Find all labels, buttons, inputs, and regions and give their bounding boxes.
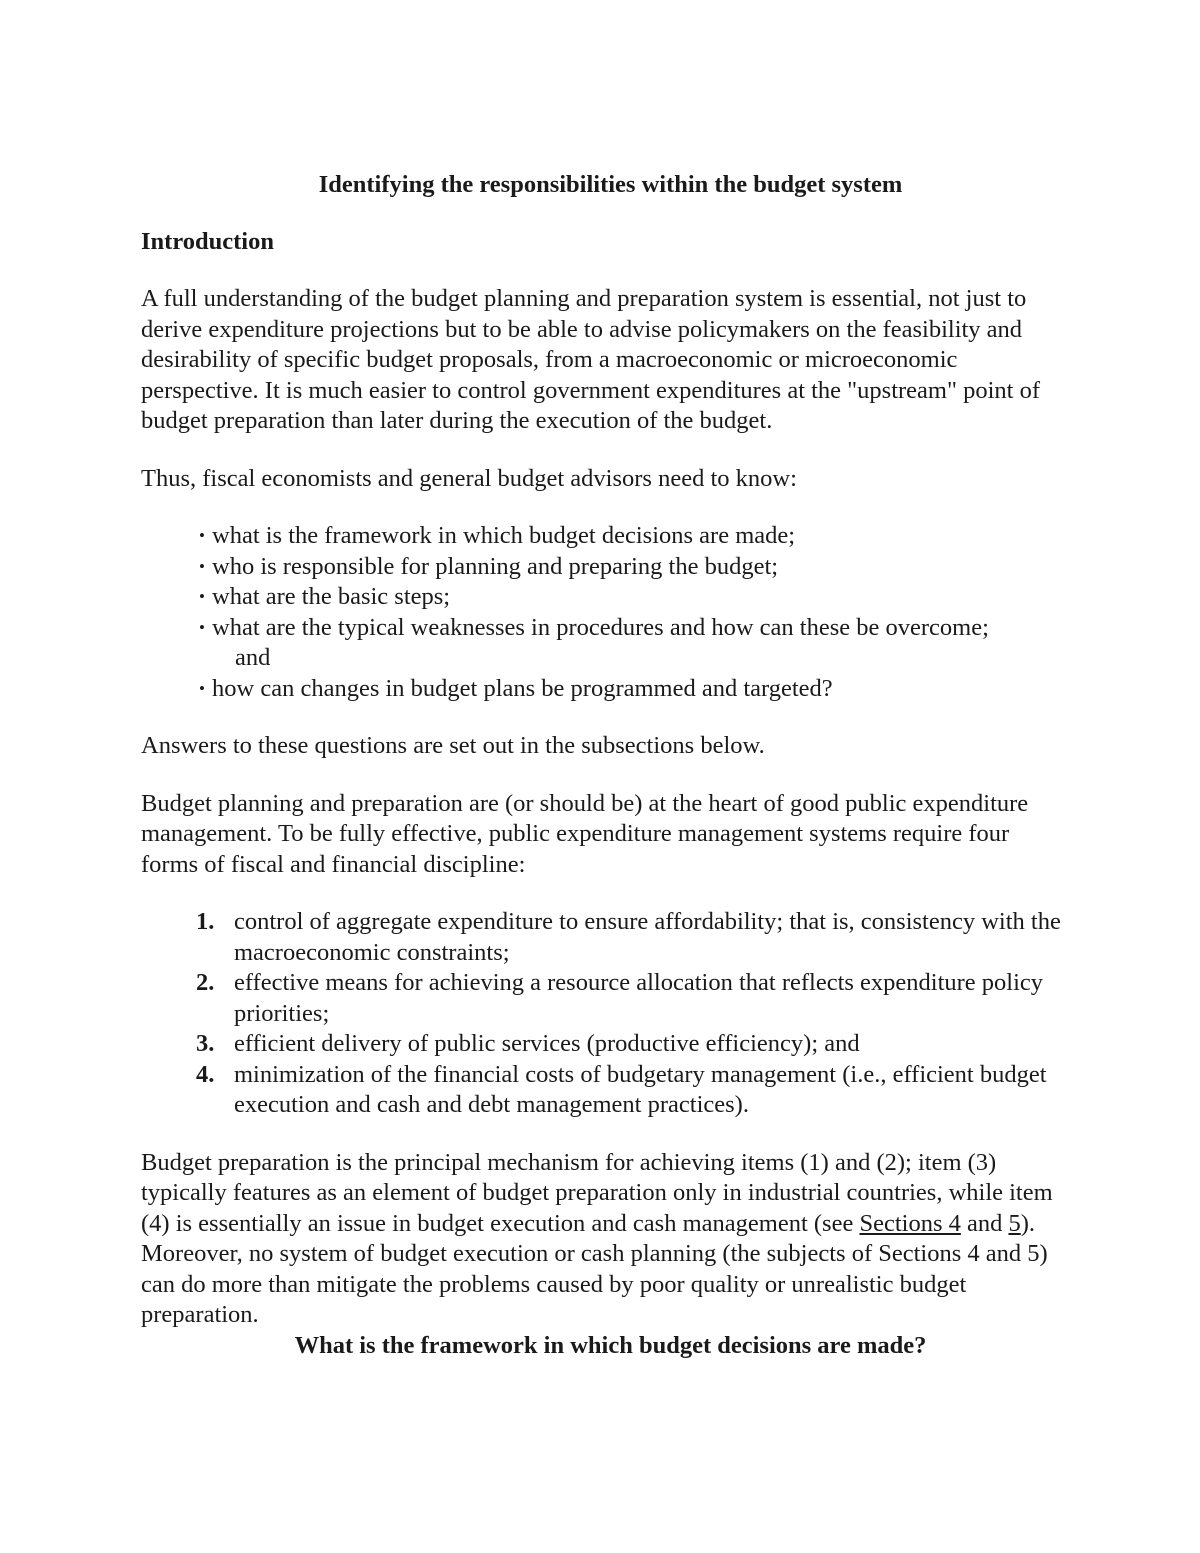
paragraph-discipline: Budget planning and preparation are (or should be) at the heart of good public expenditure management. To be fully effective, public expenditure management systems require four forms of fiscal and financial discipline: [141, 789, 1029, 878]
paragraph-intro: A full understanding of the budget planning and preparation system is essential, not just to derive expenditure projections but to be able to advise policymakers on the feasibility and desirability of specific budget proposals, from a macroeconomic or microeconomic perspective. It is much easier to control government expenditures at the "upstream" point of budget preparation than later during the execution of the budget. [141, 285, 1041, 434]
bullet-text: what are the typical weaknesses in procedures and how can these be overcome; [212, 613, 989, 641]
item-number: 2. [196, 969, 215, 996]
paragraph-need-to-know: Thus, fiscal economists and general budget advisors need to know: [141, 464, 797, 492]
bullet-item [195, 613, 1066, 674]
numbered-item [196, 907, 1066, 968]
item-number: 3. [196, 1030, 215, 1057]
bullet-text: who is responsible for planning and preparing the budget; [212, 552, 779, 580]
bullet-item [195, 582, 1066, 613]
document-body [141, 170, 1066, 1361]
item-text: efficient delivery of public services (productive efficiency); and [234, 1030, 860, 1057]
bullet-item [195, 552, 1066, 583]
bullet-item [195, 521, 1066, 552]
section-5-link[interactable]: 5 [1008, 1209, 1021, 1237]
paragraph-text: Budget preparation is the principal mechanism for achieving items (1) and (2); item (3) typically features as an element of budget preparation only in industrial countries, while item (4) is essentially an issue in budget execution and cash management (see [141, 1148, 1053, 1237]
document-title: Identifying the responsibilities within the budget system [318, 171, 903, 198]
paragraph-budget-preparation [141, 1148, 1066, 1331]
bullet-icon: • [199, 526, 205, 545]
numbered-list [141, 907, 1066, 1121]
item-number: 1. [196, 908, 215, 935]
bullet-icon: • [199, 678, 205, 698]
bullet-icon: • [199, 617, 205, 637]
section-heading-introduction: Introduction [141, 227, 274, 255]
item-number: 4. [196, 1060, 215, 1088]
paragraph-text: ). Moreover, no system of budget execution or cash planning (the subjects of Sections 4 and 5) can do more than mitigate the problems caused by poor quality or unrealistic budget preparation. [141, 1209, 1048, 1328]
section-heading-framework: What is the framework in which budget decisions are made? [294, 1331, 927, 1359]
bullet-continuation: and [235, 644, 271, 671]
sections-4-link[interactable]: Sections 4 [859, 1209, 961, 1237]
bullet-text: what are the basic steps; [212, 583, 451, 610]
bullet-list [141, 521, 1066, 704]
bullet-text: how can changes in budget plans be programmed and targeted? [212, 674, 833, 702]
bullet-icon: • [199, 587, 205, 606]
paragraph-answers: Answers to these questions are set out in the subsections below. [141, 732, 765, 759]
bullet-icon: • [199, 556, 205, 576]
numbered-item [196, 1029, 1066, 1060]
bullet-item [195, 674, 1066, 705]
bullet-text: what is the framework in which budget decisions are made; [212, 522, 796, 549]
item-text: control of aggregate expenditure to ensure affordability; that is, consistency with the macroeconomic constraints; [234, 908, 1061, 966]
paragraph-text: and [960, 1209, 1009, 1237]
numbered-item [196, 1060, 1066, 1121]
item-text: effective means for achieving a resource allocation that reflects expenditure policy priorities; [234, 969, 1044, 1027]
item-text: minimization of the financial costs of budgetary management (i.e., efficient budget execution and cash and debt management practices). [234, 1060, 1047, 1118]
numbered-item [196, 968, 1066, 1029]
